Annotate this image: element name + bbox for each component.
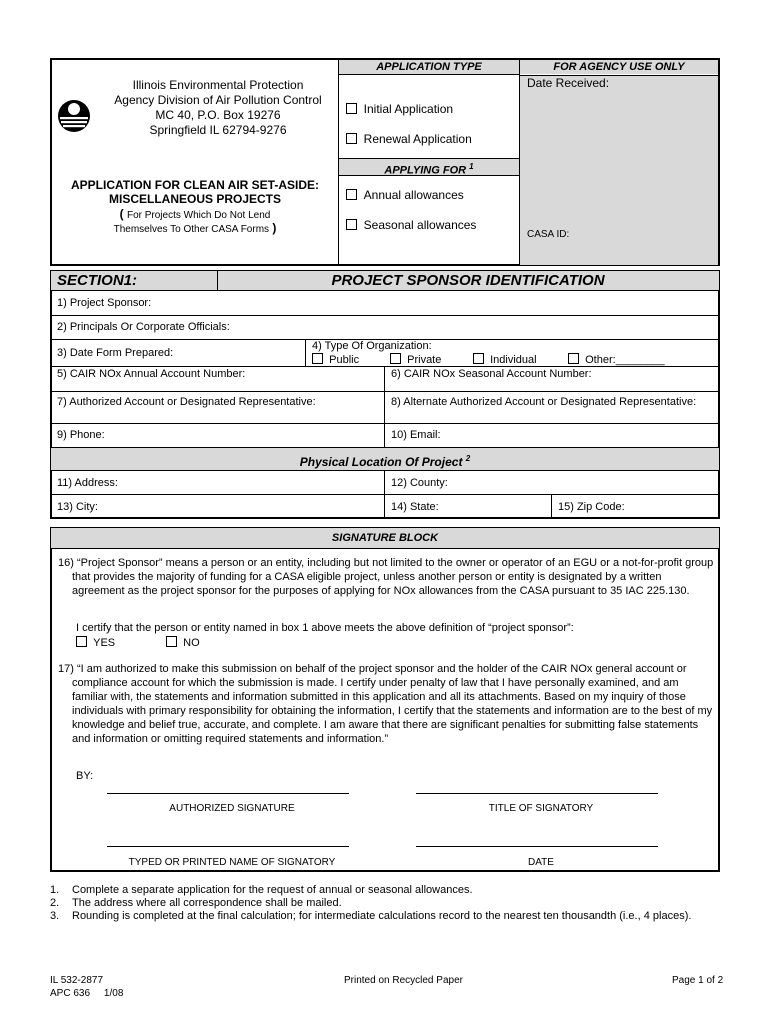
initial-application-option[interactable]: [346, 103, 453, 116]
applying-for-footnote-mark: 1: [469, 162, 474, 171]
application-type-header: APPLICATION TYPE: [339, 60, 519, 74]
org-other-label: Other:________: [585, 354, 665, 366]
field-organization-type: 4) Type Of Organization:: [312, 340, 432, 352]
row-rule-1: [51, 315, 719, 316]
date-line[interactable]: [416, 846, 658, 847]
title-of-signatory-caption: TITLE OF SIGNATORY: [488, 803, 594, 814]
org-private-option[interactable]: [390, 353, 441, 367]
agency-use-header: FOR AGENCY USE ONLY: [520, 60, 718, 74]
field-email[interactable]: 10) Email:: [391, 429, 441, 441]
org-individual-option[interactable]: [473, 353, 537, 367]
annual-allowances-label: Annual allowances: [363, 188, 464, 202]
annual-allowances-checkbox[interactable]: [346, 189, 357, 200]
footnote-2-text: The address where all correspondence shall be mailed.: [72, 897, 342, 909]
initial-application-checkbox[interactable]: [346, 103, 357, 114]
field-authorized-representative[interactable]: 7) Authorized Account or Designated Representative:: [57, 396, 316, 408]
certify-no-option[interactable]: [166, 636, 200, 650]
org-individual-label: Individual: [490, 354, 537, 366]
form-title-note-2: Themselves To Other CASA Forms ): [113, 221, 277, 235]
certify-yes-checkbox[interactable]: [76, 636, 87, 647]
signature-header-text: SIGNATURE BLOCK: [331, 532, 439, 544]
agency-line-3: MC 40, P.O. Box 19276: [155, 108, 281, 122]
footnote-1-number: 1.: [50, 884, 60, 896]
printed-on-recycled: Printed on Recycled Paper: [344, 975, 463, 986]
row5-divider: [384, 366, 385, 447]
physical-location-header: [51, 448, 719, 471]
row-rule-3: [51, 366, 719, 367]
form-number: IL 532-2877: [50, 975, 104, 986]
renewal-application-option[interactable]: [346, 133, 472, 146]
field-address[interactable]: 11) Address:: [57, 477, 118, 489]
row-rule-5: [51, 423, 719, 424]
section1-title: PROJECT SPONSOR IDENTIFICATION: [331, 272, 605, 289]
footnote-3-number: 3.: [50, 910, 60, 922]
form-title-note-1-text: For Projects Which Do Not Lend: [126, 210, 271, 221]
field-seasonal-account[interactable]: 6) CAIR NOx Seasonal Account Number:: [391, 368, 592, 380]
certify-yes-label: YES: [93, 637, 116, 649]
applying-for-bottom-rule: [339, 175, 519, 176]
certify-no-label: NO: [183, 637, 200, 649]
org-public-label: Public: [329, 354, 360, 366]
casa-id-label: CASA ID:: [527, 229, 570, 240]
org-private-checkbox[interactable]: [390, 353, 401, 364]
org-individual-checkbox[interactable]: [473, 353, 484, 364]
field-principals[interactable]: 2) Principals Or Corporate Officials:: [57, 321, 230, 333]
page-number: Page 1 of 2: [672, 975, 724, 986]
field-alternate-representative[interactable]: 8) Alternate Authorized Account or Designated Representative:: [391, 396, 697, 408]
form-title-note-1: ( For Projects Which Do Not Lend: [119, 207, 271, 221]
form-title-line-1: APPLICATION FOR CLEAN AIR SET-ASIDE:: [70, 178, 319, 192]
certify-yes-option[interactable]: [76, 636, 115, 650]
project-sponsor-definition: 16) “Project Sponsor” means a person or an entity, including but not limited to the owner or operator of an EGU or a not-for-profit group that provides the majority of funding for a CASA eligible project, unless another person or entity is designated by a written agreement as the project sponsor for the purposes of applying for NOx allowances from the CASA pursuant to 35 IAC 225.130.: [58, 557, 714, 597]
field-date-prepared[interactable]: 3) Date Form Prepared:: [57, 347, 174, 359]
org-public-option[interactable]: [312, 353, 359, 367]
footnote-3-text: Rounding is completed at the final calculation; for intermediate calculations record to the nearest ten thousandth (i.e., 4 places).: [72, 910, 692, 922]
seasonal-allowances-checkbox[interactable]: [346, 219, 357, 230]
field-state[interactable]: 14) State:: [391, 501, 439, 513]
field-zip[interactable]: 15) Zip Code:: [558, 501, 625, 513]
annual-allowances-option[interactable]: [346, 189, 464, 202]
certify-statement: I certify that the person or entity named in box 1 above meets the above definition of “project sponsor”:: [76, 622, 574, 634]
date-received-label: Date Received:: [527, 76, 610, 90]
seasonal-allowances-label: Seasonal allowances: [363, 218, 477, 232]
renewal-application-label: Renewal Application: [363, 132, 472, 146]
row-rule-7: [51, 494, 719, 495]
authorization-statement: 17) “I am authorized to make this submission on behalf of the project sponsor and the holder of the CAIR NOx general account or compliance account for which the submission is made. I certify under penalty of law that I have personally examined, and am familiar with, the statements and information submitted in this application and all its attachments. Based on my inquiry of those individuals with primary responsibility for obtaining the information, I certify that the statements and information are to the best of my knowledge and belief true, accurate, and complete. I am aware that there are significant penalties for submitting false statements and information or omitting required statements and information.”: [58, 663, 713, 745]
title-of-signatory-line[interactable]: [416, 793, 658, 794]
row3-divider: [305, 339, 306, 366]
typed-name-caption: TYPED OR PRINTED NAME OF SIGNATORY: [128, 857, 336, 868]
footnote-2-number: 2.: [50, 897, 60, 909]
physical-location-footnote-mark: 2: [465, 454, 471, 463]
initial-application-label: Initial Application: [363, 102, 454, 116]
section1-label: SECTION1:: [57, 272, 138, 289]
physical-location-text: Physical Location Of Project: [299, 455, 463, 469]
apc-number: APC 636 1/08: [50, 988, 124, 999]
org-other-option[interactable]: [568, 353, 665, 367]
field-city[interactable]: 13) City:: [57, 501, 98, 513]
agency-line-2: Agency Division of Air Pollution Control: [114, 93, 322, 107]
form-title-line-2: MISCELLANEOUS PROJECTS: [108, 192, 282, 206]
applying-for-header-text: APPLYING FOR: [384, 164, 467, 177]
authorized-signature-caption: AUTHORIZED SIGNATURE: [169, 803, 295, 814]
field-annual-account[interactable]: 5) CAIR NOx Annual Account Number:: [57, 368, 246, 380]
form-title-note-2-text: Themselves To Other CASA Forms: [113, 224, 270, 235]
org-private-label: Private: [407, 354, 442, 366]
row13-divider: [551, 494, 552, 517]
certify-no-checkbox[interactable]: [166, 636, 177, 647]
illinois-epa-logo: [56, 96, 92, 136]
footnote-1-text: Complete a separate application for the request of annual or seasonal allowances.: [72, 884, 473, 896]
org-public-checkbox[interactable]: [312, 353, 323, 364]
app-type-header-rule: [339, 74, 519, 75]
by-label: BY:: [76, 770, 94, 782]
signature-header: [51, 528, 719, 549]
agency-line-1: Illinois Environmental Protection: [132, 78, 304, 92]
field-phone[interactable]: 9) Phone:: [57, 429, 105, 441]
typed-name-line[interactable]: [107, 846, 349, 847]
date-caption: DATE: [528, 857, 554, 868]
renewal-application-checkbox[interactable]: [346, 133, 357, 144]
org-other-checkbox[interactable]: [568, 353, 579, 364]
row-rule-4: [51, 391, 719, 392]
field-county[interactable]: 12) County:: [391, 477, 448, 489]
agency-line-4: Springfield IL 62794-9276: [149, 123, 287, 137]
applying-for-header: [339, 159, 519, 175]
authorized-signature-line[interactable]: [107, 793, 349, 794]
seasonal-allowances-option[interactable]: [346, 219, 476, 232]
field-project-sponsor[interactable]: 1) Project Sponsor:: [57, 297, 152, 309]
